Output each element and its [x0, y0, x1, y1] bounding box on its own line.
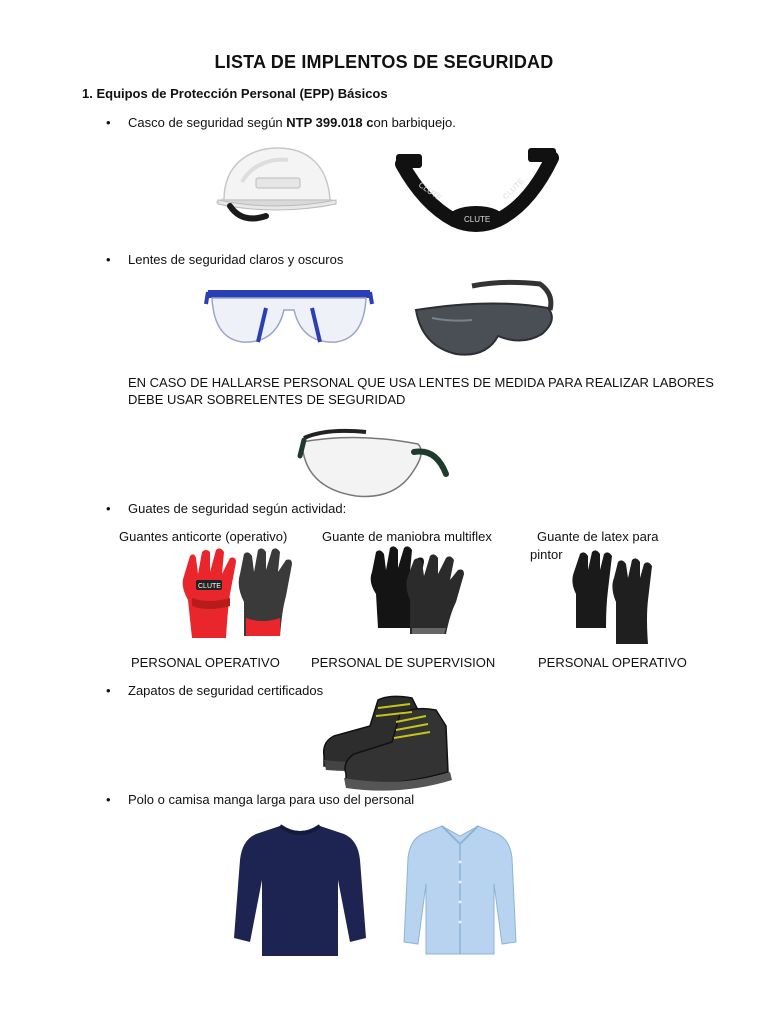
- bullet-glasses: [106, 252, 344, 267]
- chinstrap-brand-left: CLUTE: [416, 180, 444, 203]
- section-heading: 1. Equipos de Protección Personal (EPP) Básicos: [82, 86, 388, 101]
- anticut-glove-brand: CLUTE: [198, 583, 221, 590]
- helmet-text-pre: Casco de seguridad según: [128, 115, 287, 130]
- bullet-dot: •: [106, 115, 111, 130]
- glove-role-anticut: PERSONAL OPERATIVO: [131, 655, 280, 670]
- glove-label-multiflex: Guante de maniobra multiflex: [322, 529, 492, 544]
- chinstrap-brand-right: CLUTE: [501, 176, 526, 202]
- multiflex-gloves-image: [368, 544, 468, 636]
- dark-glasses-image: [412, 280, 556, 362]
- glove-role-multiflex: PERSONAL DE SUPERVISION: [311, 655, 496, 670]
- glove-role-latex: PERSONAL OPERATIVO: [538, 655, 687, 670]
- navy-longsleeve-image: [232, 820, 368, 960]
- helmet-text-standard: NTP 399.018 c: [286, 115, 374, 130]
- chinstrap-brand-center: CLUTE: [464, 215, 491, 224]
- clear-glasses-image: [206, 280, 372, 350]
- shirt-text: Polo o camisa manga larga para uso del personal: [128, 792, 415, 807]
- anticut-gloves-image: [178, 546, 300, 640]
- bullet-shirt: [106, 792, 415, 807]
- note-line-1: EN CASO DE HALLARSE PERSONAL QUE USA LENTES DE MEDIDA PARA REALIZAR LABORES: [128, 375, 714, 390]
- glove-label-latex-line2: pintor: [530, 547, 563, 562]
- overglasses-image: [296, 422, 456, 502]
- note-line-2: DEBE USAR SOBRELENTES DE SEGURIDAD: [128, 392, 406, 407]
- chinstrap-image: [394, 144, 560, 236]
- bullet-shoes: [106, 683, 324, 698]
- gloves-text: Guates de seguridad según actividad:: [128, 501, 347, 516]
- shoes-text: Zapatos de seguridad certificados: [128, 683, 324, 698]
- overglasses-note: [128, 374, 714, 408]
- helmet-image: [212, 142, 340, 232]
- glove-label-anticut: Guantes anticorte (operativo): [119, 529, 288, 544]
- light-blue-shirt-image: [402, 822, 518, 958]
- bullet-gloves: [106, 501, 347, 516]
- safety-boots-image: [320, 692, 470, 794]
- bullet-helmet: [106, 115, 456, 130]
- glasses-text: Lentes de seguridad claros y oscuros: [128, 252, 344, 267]
- bullet-dot: •: [106, 501, 111, 516]
- bullet-dot: •: [106, 683, 111, 698]
- helmet-text-post: on barbiquejo.: [373, 115, 456, 130]
- glove-label-latex-line1: Guante de latex para: [537, 529, 659, 544]
- latex-gloves-image: [570, 546, 654, 646]
- page-title: LISTA DE IMPLENTOS DE SEGURIDAD: [214, 52, 554, 72]
- bullet-dot: •: [106, 252, 111, 267]
- bullet-dot: •: [106, 792, 111, 807]
